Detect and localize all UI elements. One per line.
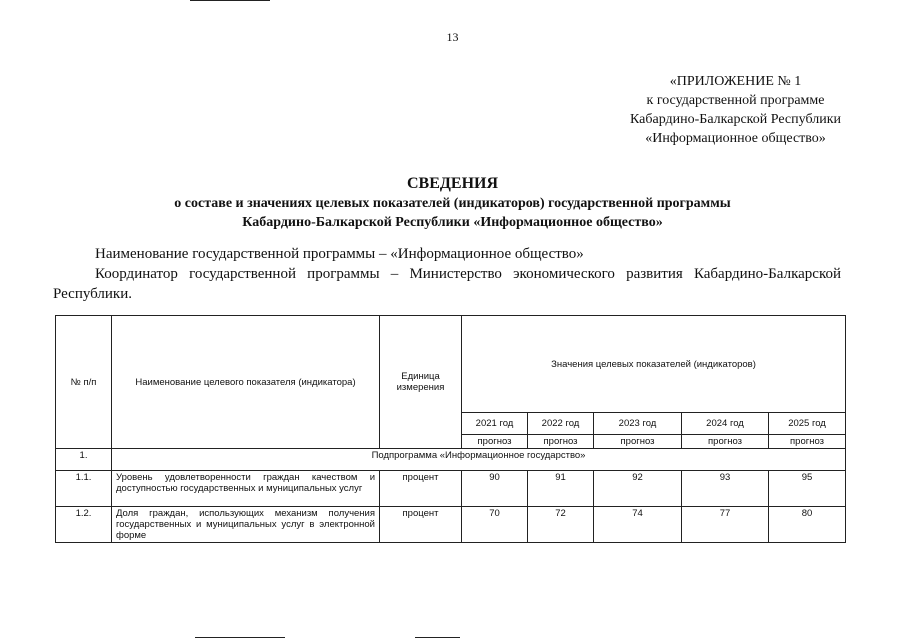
header-num: № п/п [56, 316, 112, 449]
table-row [56, 507, 846, 543]
table-header-row [56, 316, 846, 413]
year-cell: 2025 год [769, 413, 846, 435]
value-cell: 91 [528, 471, 594, 507]
value-cell: 74 [594, 507, 682, 543]
row-num: 1.1. [56, 471, 112, 507]
program-coordinator-paragraph: Координатор государственной программы – Министерство экономического развития Кабардино-Балкарской Республики. [53, 266, 841, 302]
value-cell: 77 [682, 507, 769, 543]
value-cell: 72 [528, 507, 594, 543]
forecast-cell: прогноз [462, 435, 528, 449]
title-main: СВЕДЕНИЯ [406, 175, 499, 192]
scan-artifact-top [190, 0, 270, 1]
table-row [56, 471, 846, 507]
value-cell: 92 [594, 471, 682, 507]
document-title [0, 174, 905, 232]
year-cell: 2022 год [528, 413, 594, 435]
year-cell: 2021 год [462, 413, 528, 435]
section-row [56, 449, 846, 471]
indicator-unit: процент [380, 471, 462, 507]
section-num: 1. [56, 449, 112, 471]
page-number: 13 [446, 30, 459, 44]
header-unit: Единица измерения [380, 316, 462, 449]
year-cell: 2024 год [682, 413, 769, 435]
title-line-2: о составе и значениях целевых показателей (индикаторов) государственной программы [174, 196, 731, 211]
indicator-name: Доля граждан, использующих механизм получения государственных и муниципальных услуг в электронной форме [112, 507, 380, 543]
header-values: Значения целевых показателей (индикаторов) [462, 316, 846, 413]
scan-artifact-bottom [415, 637, 460, 638]
annex-line-1: «ПРИЛОЖЕНИЕ № 1 [669, 74, 802, 89]
indicator-unit: процент [380, 507, 462, 543]
program-name-paragraph: Наименование государственной программы – «Информационное общество» [95, 246, 584, 262]
annex-line-4: «Информационное общество» [645, 131, 826, 146]
value-cell: 80 [769, 507, 846, 543]
year-cell: 2023 год [594, 413, 682, 435]
scan-artifact-bottom [195, 637, 285, 638]
annex-line-2: к государственной программе [646, 93, 825, 108]
section-title: Подпрограмма «Информационное государство» [112, 449, 846, 471]
title-line-3: Кабардино-Балкарской Республики «Информационное общество» [242, 215, 663, 230]
row-num: 1.2. [56, 507, 112, 543]
header-indicator-name: Наименование целевого показателя (индикатора) [112, 316, 380, 449]
forecast-cell: прогноз [682, 435, 769, 449]
forecast-cell: прогноз [594, 435, 682, 449]
annex-header [630, 72, 841, 148]
forecast-cell: прогноз [769, 435, 846, 449]
value-cell: 70 [462, 507, 528, 543]
intro-text [53, 244, 841, 304]
indicators-table [55, 315, 846, 543]
forecast-cell: прогноз [528, 435, 594, 449]
indicator-name: Уровень удовлетворенности граждан качеством и доступностью государственных и муниципальных услуг [112, 471, 380, 507]
annex-line-3: Кабардино-Балкарской Республики [630, 112, 841, 127]
value-cell: 90 [462, 471, 528, 507]
value-cell: 93 [682, 471, 769, 507]
value-cell: 95 [769, 471, 846, 507]
